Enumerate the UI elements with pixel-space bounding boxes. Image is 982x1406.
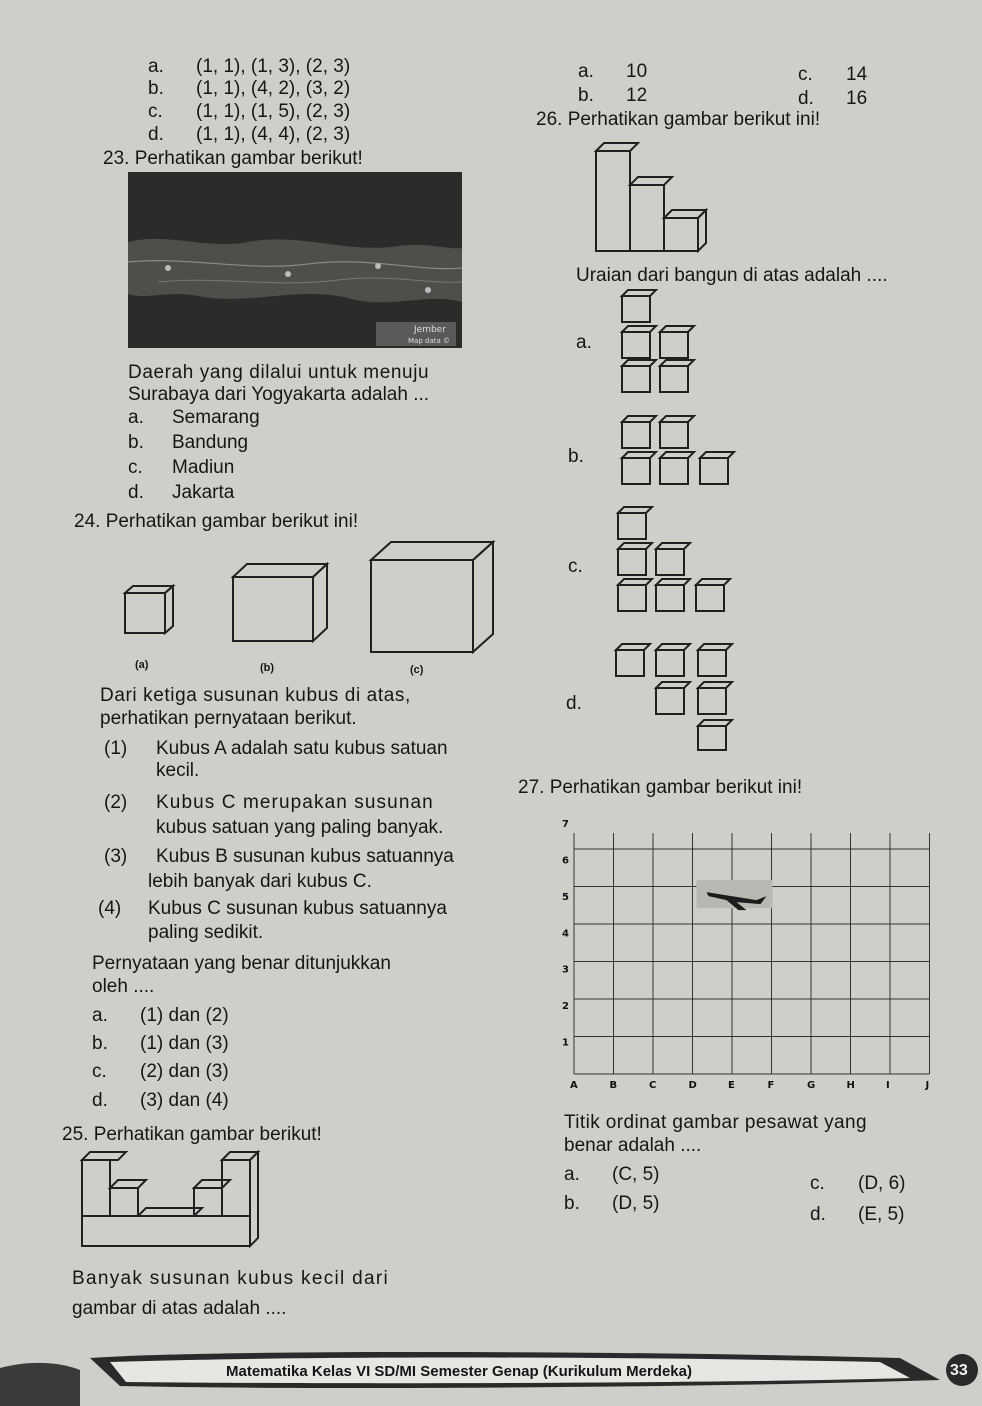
page-number: 33 xyxy=(950,1362,968,1379)
q25-option-a-text: 10 xyxy=(626,61,648,82)
q24-question-line-2: oleh .... xyxy=(92,976,155,997)
q23-map-image xyxy=(128,172,462,348)
q25-question-line-2: gambar di atas adalah .... xyxy=(72,1298,287,1319)
q24-statement-3-line-2: lebih banyak dari kubus C. xyxy=(148,871,372,892)
q24-option-d-letter: d. xyxy=(92,1090,108,1111)
airplane-icon xyxy=(697,880,773,910)
q27-option-d-text: (E, 5) xyxy=(858,1204,905,1225)
q24-label-a: (a) xyxy=(135,659,149,671)
q24-statement-3-num: (3) xyxy=(104,846,128,867)
q26-title: 26. Perhatikan gambar berikut ini! xyxy=(536,109,821,130)
q23-option-a-letter: a. xyxy=(128,407,144,428)
q26-option-d-letter: d. xyxy=(566,693,582,714)
q24-cube-c xyxy=(370,541,494,653)
q26-option-a-net xyxy=(620,288,700,394)
q26-cube-structure xyxy=(594,141,714,253)
q26-option-c-net xyxy=(616,505,740,615)
q24-option-c-text: (2) dan (3) xyxy=(140,1061,229,1082)
q23-option-c-letter: c. xyxy=(128,457,143,478)
q26-option-b-net xyxy=(620,414,742,486)
q25-option-b-text: 12 xyxy=(626,85,648,106)
q24-cube-b xyxy=(232,563,328,643)
y-axis-label: 7 xyxy=(562,819,569,831)
x-axis-label: D xyxy=(688,1080,697,1091)
q24-label-b: (b) xyxy=(260,662,275,674)
q27-option-a-text: (C, 5) xyxy=(612,1164,660,1185)
x-axis-label: J xyxy=(925,1080,930,1091)
q27-question-line-2: benar adalah .... xyxy=(564,1135,702,1156)
q22-option-d-text: (1, 1), (4, 4), (2, 3) xyxy=(196,124,351,145)
q24-intro-line-1: Dari ketiga susunan kubus di atas, xyxy=(100,685,411,706)
q22-option-c-text: (1, 1), (1, 5), (2, 3) xyxy=(196,101,351,122)
x-axis-label: C xyxy=(649,1080,657,1091)
q23-option-b-text: Bandung xyxy=(172,432,249,453)
q27-option-b-letter: b. xyxy=(564,1193,580,1214)
q23-question-line-1: Daerah yang dilalui untuk menuju xyxy=(128,362,430,383)
q24-option-d-text: (3) dan (4) xyxy=(140,1090,229,1111)
q24-statement-1-num: (1) xyxy=(104,738,128,759)
q24-statement-2-line-1: Kubus C merupakan susunan xyxy=(156,792,434,813)
q24-statement-4-line-2: paling sedikit. xyxy=(148,922,264,943)
q24-option-a-text: (1) dan (2) xyxy=(140,1005,229,1026)
q23-map-label: Jember xyxy=(414,325,446,335)
q24-statement-3-line-1: Kubus B susunan kubus satuannya xyxy=(156,846,454,867)
q26-question: Uraian dari bangun di atas adalah .... xyxy=(576,265,888,286)
q22-option-b-letter: b. xyxy=(148,78,164,99)
q22-option-a-letter: a. xyxy=(148,56,164,77)
x-axis-label: B xyxy=(609,1080,618,1091)
q24-option-b-letter: b. xyxy=(92,1033,108,1054)
x-axis-label: F xyxy=(767,1080,775,1091)
q24-statement-4-num: (4) xyxy=(98,898,122,919)
q27-coordinate-grid xyxy=(560,800,952,1092)
q27-title: 27. Perhatikan gambar berikut ini! xyxy=(518,777,803,798)
y-axis-label: 3 xyxy=(562,964,569,976)
footer-book-title: Matematika Kelas VI SD/MI Semester Genap (Kurikulum Merdeka) xyxy=(226,1363,692,1380)
q24-label-c: (c) xyxy=(410,664,424,676)
q26-option-a-letter: a. xyxy=(576,332,592,353)
q25-option-d-letter: d. xyxy=(798,88,814,109)
q23-title: 23. Perhatikan gambar berikut! xyxy=(103,148,363,169)
q26-option-c-letter: c. xyxy=(568,556,583,577)
q24-title: 24. Perhatikan gambar berikut ini! xyxy=(74,511,359,532)
q23-option-d-text: Jakarta xyxy=(172,482,235,503)
x-axis-label: G xyxy=(807,1080,816,1091)
q24-statement-4-line-1: Kubus C susunan kubus satuannya xyxy=(148,898,447,919)
q25-question-line-1: Banyak susunan kubus kecil dari xyxy=(72,1268,390,1289)
q24-statement-2-line-2: kubus satuan yang paling banyak. xyxy=(156,817,444,838)
q25-title: 25. Perhatikan gambar berikut! xyxy=(62,1124,322,1145)
q23-option-d-letter: d. xyxy=(128,482,144,503)
q24-option-b-text: (1) dan (3) xyxy=(140,1033,229,1054)
q26-option-b-letter: b. xyxy=(568,446,584,467)
q23-option-c-text: Madiun xyxy=(172,457,235,478)
q25-option-a-letter: a. xyxy=(578,61,594,82)
q24-statement-1-line-1: Kubus A adalah satu kubus satuan xyxy=(156,738,448,759)
q23-option-a-text: Semarang xyxy=(172,407,260,428)
y-axis-label: 2 xyxy=(562,1001,569,1012)
x-axis-label: H xyxy=(846,1080,855,1091)
q27-question-line-1: Titik ordinat gambar pesawat yang xyxy=(564,1112,867,1133)
q24-question-line-1: Pernyataan yang benar ditunjukkan xyxy=(92,953,391,974)
y-axis-label: 4 xyxy=(562,928,569,940)
q22-option-c-letter: c. xyxy=(148,101,163,122)
x-axis-label: A xyxy=(570,1080,578,1091)
y-axis-label: 1 xyxy=(562,1037,569,1049)
q25-option-c-text: 14 xyxy=(846,64,868,85)
q22-option-d-letter: d. xyxy=(148,124,164,145)
q23-option-b-letter: b. xyxy=(128,432,144,453)
y-axis-label: 5 xyxy=(562,891,569,903)
q24-cube-a xyxy=(124,585,176,637)
q24-option-a-letter: a. xyxy=(92,1005,108,1026)
q25-option-b-letter: b. xyxy=(578,85,594,106)
q23-question-line-2: Surabaya dari Yogyakarta adalah ... xyxy=(128,384,430,405)
q24-statement-1-line-2: kecil. xyxy=(156,760,200,781)
q27-option-c-text: (D, 6) xyxy=(858,1173,906,1194)
q25-option-d-text: 16 xyxy=(846,88,868,109)
q25-option-c-letter: c. xyxy=(798,64,813,85)
q27-option-d-letter: d. xyxy=(810,1204,826,1225)
q26-option-d-net xyxy=(614,642,744,752)
q24-intro-line-2: perhatikan pernyataan berikut. xyxy=(100,708,357,729)
q24-option-c-letter: c. xyxy=(92,1061,107,1082)
q27-option-c-letter: c. xyxy=(810,1173,825,1194)
q24-statement-2-num: (2) xyxy=(104,792,128,813)
q25-cube-staircase xyxy=(80,1150,266,1248)
y-axis-label: 6 xyxy=(562,855,569,867)
q22-option-a-text: (1, 1), (1, 3), (2, 3) xyxy=(196,56,351,77)
q27-option-b-text: (D, 5) xyxy=(612,1193,660,1214)
x-axis-label: I xyxy=(886,1080,890,1091)
q27-option-a-letter: a. xyxy=(564,1164,580,1185)
x-axis-label: E xyxy=(728,1080,735,1091)
q23-map-caption: Map data © xyxy=(408,337,450,345)
q22-option-b-text: (1, 1), (4, 2), (3, 2) xyxy=(196,78,351,99)
